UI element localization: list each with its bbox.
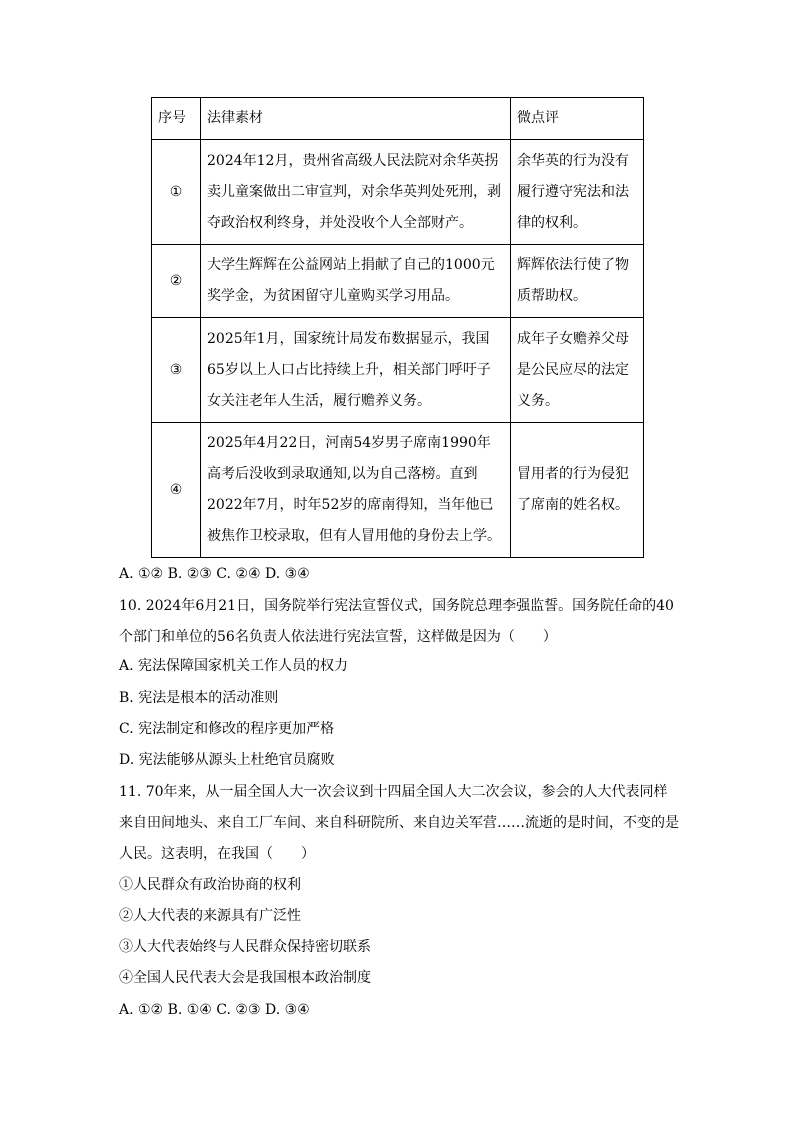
row-number: ③ [152, 318, 201, 423]
row-comment: 冒用者的行为侵犯了席南的姓名权。 [511, 423, 644, 558]
q11-options: A. ①② B. ①④ C. ②③ D. ③④ [119, 1002, 310, 1018]
q10-option-a: A. 宪法保障国家机关工作人员的权力 [119, 658, 349, 674]
row-comment: 辉辉依法行使了物质帮助权。 [511, 245, 644, 318]
table-row [152, 245, 644, 318]
header-comment: 微点评 [511, 98, 644, 140]
row-material: 2025年1月，国家统计局发布数据显示，我国65岁以上人口占比持续上升，相关部门呼吁子女关注老年人生活，履行赡养义务。 [201, 318, 511, 423]
row-number: ① [152, 140, 201, 245]
q10-option-b: B. 宪法是根本的活动准则 [119, 690, 279, 706]
table-row [152, 423, 644, 558]
row-comment: 余华英的行为没有履行遵守宪法和法律的权利。 [511, 140, 644, 245]
q11-item-1: ①人民群众有政治协商的权利 [119, 877, 301, 893]
q11-item-4: ④全国人民代表大会是我国根本政治制度 [119, 970, 371, 986]
q11-stem: 11. 70年来，从一届全国人大一次会议到十四届全国人大二次会议，参会的人大代表同样来自田间地头、来自工厂车间、来自科研院所、来自边关军营……流逝的是时间，不变的是人民。这表明，在我国（ ） [119, 784, 679, 862]
row-number: ④ [152, 423, 201, 558]
header-material: 法律素材 [201, 98, 511, 140]
law-material-table [151, 97, 644, 558]
q10-option-d: D. 宪法能够从源头上杜绝官员腐败 [119, 752, 335, 768]
q9-options: A. ①② B. ②③ C. ②④ D. ③④ [119, 566, 310, 582]
q10-option-c: C. 宪法制定和修改的程序更加严格 [119, 721, 335, 737]
q11-item-2: ②人大代表的来源具有广泛性 [119, 908, 301, 924]
header-number: 序号 [152, 98, 201, 140]
row-material: 大学生辉辉在公益网站上捐献了自己的1000元奖学金，为贫困留守儿童购买学习用品。 [201, 245, 511, 318]
row-material: 2024年12月，贵州省高级人民法院对余华英拐卖儿童案做出二审宣判，对余华英判处死刑，剥夺政治权利终身，并处没收个人全部财产。 [201, 140, 511, 245]
row-number: ② [152, 245, 201, 318]
q11-item-3: ③人大代表始终与人民群众保持密切联系 [119, 939, 371, 955]
table-row [152, 318, 644, 423]
row-material: 2025年4月22日，河南54岁男子席南1990年高考后没收到录取通知,以为自己落榜。直到2022年7月，时年52岁的席南得知，当年他已被焦作卫校录取，但有人冒用他的身份去上学。 [201, 423, 511, 558]
table-header-row [152, 98, 644, 140]
q10-stem: 10. 2024年6月21日，国务院举行宪法宣誓仪式，国务院总理李强监誓。国务院任命的40个部门和单位的56名负责人依法进行宪法宣誓，这样做是因为（ ） [119, 598, 674, 645]
table-row [152, 140, 644, 245]
row-comment: 成年子女赡养父母是公民应尽的法定义务。 [511, 318, 644, 423]
